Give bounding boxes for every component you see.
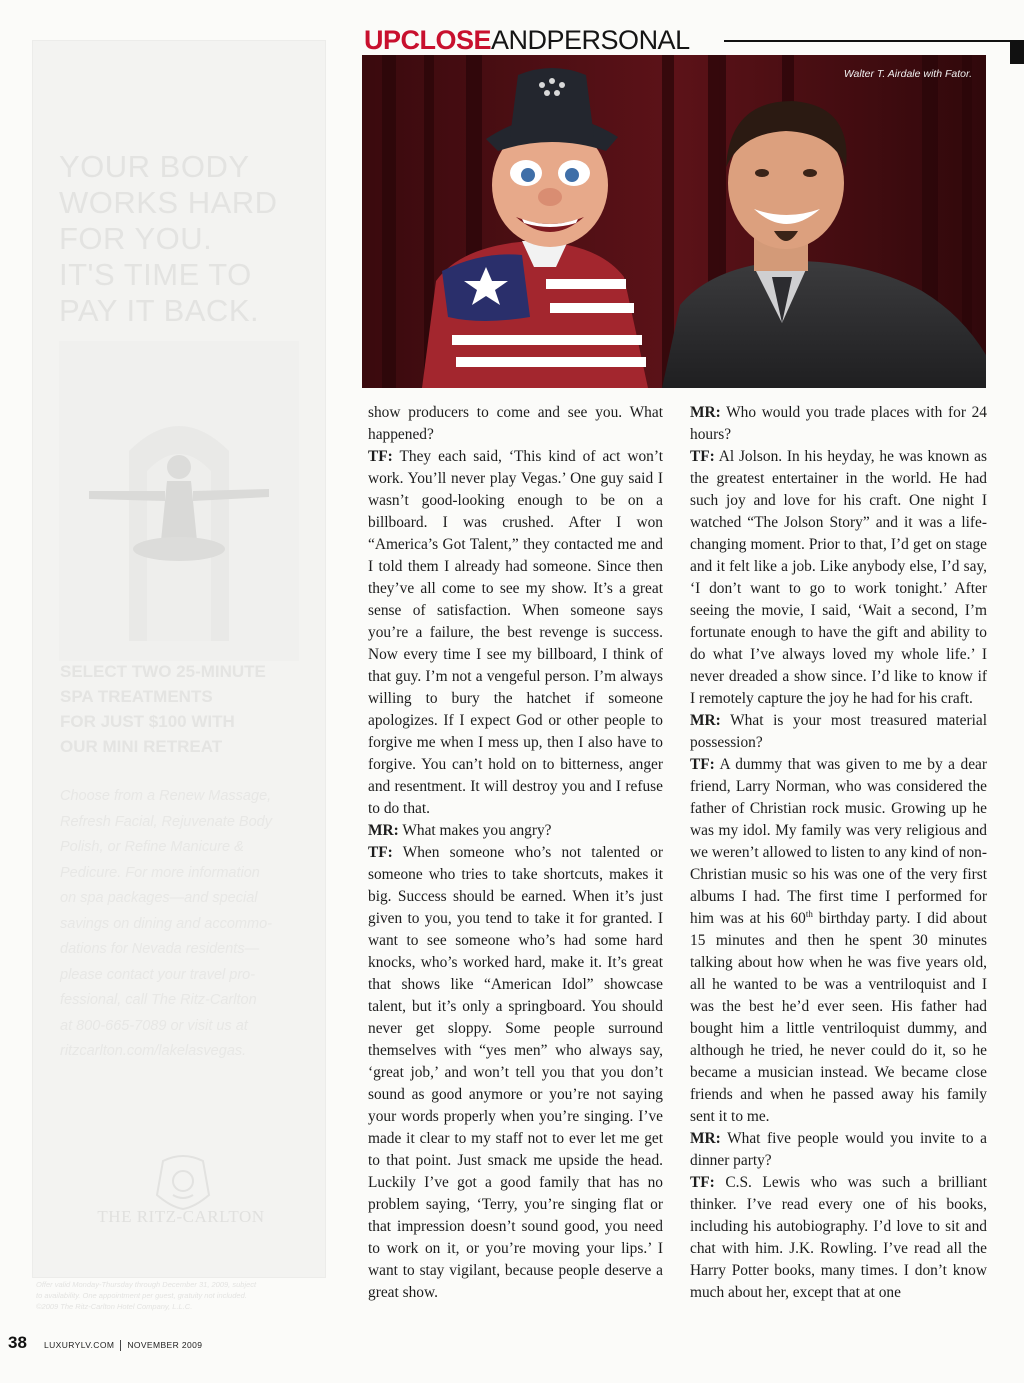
footer-issue: NOVEMBER 2009 <box>127 1340 203 1350</box>
article-paragraph: show producers to come and see you. What happened? <box>368 404 663 443</box>
article-column-right <box>690 402 987 1304</box>
feature-photo <box>362 55 986 388</box>
section-title-red: UPCLOSE <box>364 25 492 55</box>
ad-body-copy: Choose from a Renew Massage, Refresh Facial, Rejuvenate Body Polish, or Refine Manicure & Pedicure. For more information on spa packages—and special savings on dining and accommo- dations for Nevada residents— please contact your travel pro- fessional, call The Ritz-Carlton at 800-665-7089 or visit us at ritzcarlton.com/lakelasvegas. <box>60 788 272 1059</box>
speaker-label: TF: <box>368 448 393 465</box>
article-paragraph: TF: C.S. Lewis who was such a brilliant thinker. I’ve read every one of his books, including his autobiography. I’d love to sit and chat with him. J.K. Rowling. I’ve read all the Harry Potter books, many times. I don’t know much about her, except that at one <box>690 1174 987 1301</box>
speaker-label: MR: <box>690 712 721 729</box>
header-tab <box>1010 40 1024 64</box>
speaker-label: TF: <box>690 756 715 773</box>
article-paragraph: MR: Who would you trade places with for 24 hours? <box>690 404 987 443</box>
feature-photo-illustration <box>362 55 986 388</box>
article-paragraph: TF: When someone who’s not talented or someone who tries to take shortcuts, makes it big. Success should be earned. When it’s just given to you, you tend to take it for granted. I want to see someone who’s had some hard knocks, who’s worked hard, make it. It’s great that shows like “American Idol” showcase talent, but it’s only a springboard. You should never get sloppy. Some people surround themselves with “yes men” who always say, ‘great job,’ and won’t tell you that you don’t sound as good anymore or you’re not saying your words properly when you’re singing. I’ve made it clear to my staff not to ever let me get to that point. Just smack me upside the head. Luckily I’ve got a good family that has no problem saying, ‘Terry, you’re singing flat or that impression doesn’t sound good, you need to work on it, or you’re moving your lips.’ I want to stay vigilant, because people deserve a great show. <box>368 844 663 1301</box>
spa-advertisement <box>32 40 326 1278</box>
section-title-black: ANDPERSONAL <box>491 25 690 55</box>
ad-yoga-photo <box>59 341 299 661</box>
speaker-label: MR: <box>368 822 399 839</box>
footer-info <box>44 1340 202 1351</box>
article-paragraph: TF: They each said, ‘This kind of act won’t work. You’ll never play Vegas.’ One guy said I wasn’t good-looking enough to be on a billboard. I was crushed. After I won “America’s Got Talent,” they contacted me and I told them I already had someone. Since then they’ve all come to see my show. It’s a great sense of satisfaction. When someone says you’re a failure, the best revenge is success. Now every time I see my billboard, I think of that guy. I’m not a vengeful person. I’m always willing to bury the hatchet if someone apologizes. If I expect God or other people to forgive me when I mess up, then I also have to forgive. You can’t hold on to bitterness, anger and resentment. It will destroy you and I refuse to do that. <box>368 448 663 817</box>
speaker-label: TF: <box>690 1174 715 1191</box>
ad-offer: SELECT TWO 25-MINUTE SPA TREATMENTS FOR JUST $100 WITH OUR MINI RETREAT <box>60 662 266 756</box>
speaker-label: MR: <box>690 404 721 421</box>
photo-caption: Walter T. Airdale with Fator. <box>843 68 972 80</box>
page-number: 38 <box>8 1333 27 1352</box>
ad-fine-print: Offer valid Monday-Thursday through December 31, 2009, subject to availability. One appointment per guest, gratuity not included. ©2009 The Ritz-Carlton Hotel Company, L.L.C. <box>36 1280 257 1311</box>
speaker-label: MR: <box>690 1130 721 1147</box>
article-paragraph: MR: What makes you angry? <box>368 822 552 839</box>
article-paragraph: MR: What is your most treasured material possession? <box>690 712 987 751</box>
footer-site: LUXURYLV.COM <box>44 1340 115 1350</box>
article-column-left <box>368 402 663 1304</box>
header-rule <box>724 40 1010 42</box>
article-paragraph: TF: A dummy that was given to me by a dear friend, Larry Norman, who was considered the father of Christian rock music. Growing up he was my idol. My family was very religious and we weren’t allowed to listen to any kind of non-Christian music so his was one of the very first albums I had. The first time I performed for him was at his 60th birthday party. I did about 15 minutes and then he spent 30 minutes talking about how when he was five years old, all he wanted to be was a ventriloquist and I was the best he’d ever seen. His father had bought him a little ventriloquist dummy, and although he tried, he never could do it, so he became a musician instead. We became close friends and when he passed away his family sent it to me. <box>690 756 988 1125</box>
speaker-label: TF: <box>368 844 393 861</box>
footer-divider <box>120 1340 121 1351</box>
speaker-label: TF: <box>690 448 715 465</box>
ritz-carlton-logo-text: THE RITZ-CARLTON <box>97 1207 265 1226</box>
article-paragraph: TF: Al Jolson. In his heyday, he was known as the greatest entertainer in the world. He had such joy and love for his craft. One night I watched “The Jolson Story” and it was a life-changing moment. Prior to that, I’d get on stage and it felt like a job. Like anybody else, I’d say, ‘I don’t want to go to work tonight.’ After seeing the movie, I said, ‘Wait a second, I’m fortunate enough to have the gift and ability to do what I’ve always loved my whole life.’ I never dreaded a show since. I’d like to know if I remotely capture the joy he had for his craft. <box>690 448 987 707</box>
section-title <box>364 25 690 55</box>
article-paragraph: MR: What five people would you invite to a dinner party? <box>690 1130 987 1169</box>
ad-headline: YOUR BODY WORKS HARD FOR YOU. IT'S TIME TO PAY IT BACK. <box>59 149 278 328</box>
lion-crest-icon <box>83 1151 283 1261</box>
ordinal-suffix: th <box>805 908 813 919</box>
